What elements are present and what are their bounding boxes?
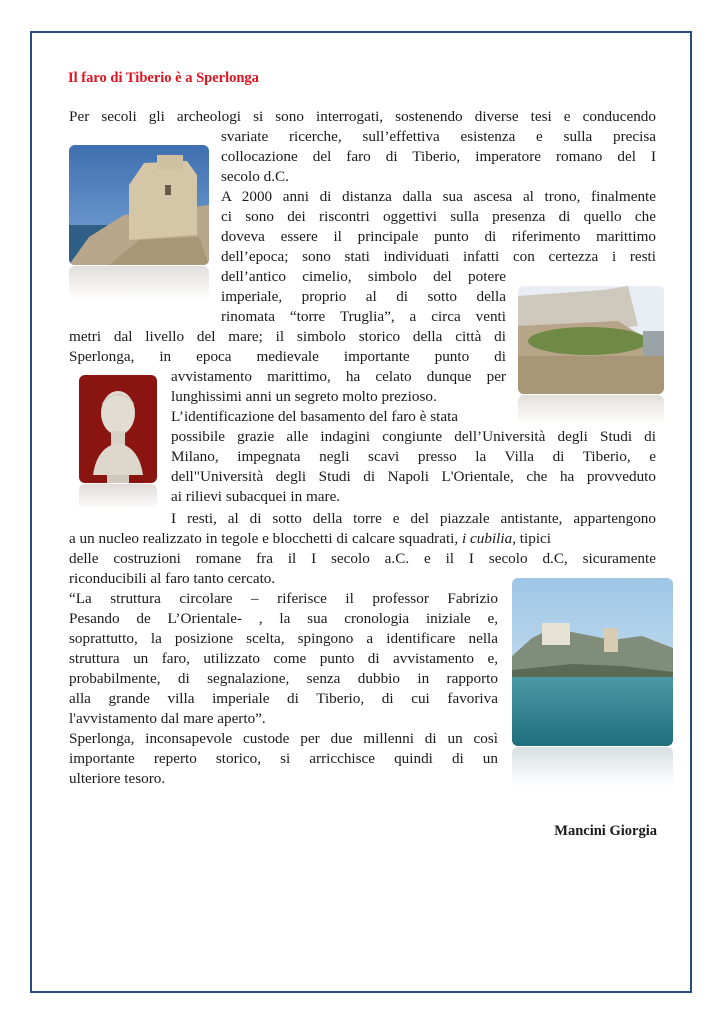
text-line: Pesando de L’Orientale- , la sua cronologia iniziale e, — [69, 610, 498, 627]
text-line: riconducibili al faro tanto cercato. — [69, 570, 276, 587]
text-line: dell"Università degli Studi di Napoli L'Orientale, che ha provveduto — [171, 468, 656, 485]
text-line: lunghissimi anni un segreto molto prezioso. — [171, 388, 437, 405]
text-line: Milano, impegnata negli scavi presso la Villa di Tiberio, e — [171, 448, 656, 465]
text-line: “La struttura circolare – riferisce il professor Fabrizio — [69, 590, 498, 607]
text-line: alla grande villa imperiale di Tiberio, di cui favoriva — [69, 690, 498, 707]
text-line: ci sono dei riscontri oggettivi sulla presenza di quello che — [221, 208, 656, 225]
text-line: rinomata “torre Truglia”, a circa venti — [221, 308, 506, 325]
text-line: avvistamento marittimo, ha celato dunque per — [171, 368, 506, 385]
text-line: secolo d.C. — [221, 168, 289, 185]
bust-photo-reflection — [79, 484, 157, 510]
text-line: Sperlonga, in epoca medievale importante punto di — [69, 348, 506, 365]
tower-photo — [69, 145, 209, 265]
text-line: importante reperto storico, si arricchisce quindi di un — [69, 750, 498, 767]
ruins-photo-reflection — [518, 395, 664, 425]
text-line: metri dal livello del mare; il simbolo storico della città di — [69, 328, 506, 345]
text-line: I resti, al di sotto della torre e del piazzale antistante, appartengono — [171, 510, 656, 527]
text-line: possibile grazie alle indagini congiunte dell’Università degli Studi di — [171, 428, 656, 445]
text-span: , tipici — [512, 530, 552, 547]
text-line: svariate ricerche, sull’effettiva esistenza e sulla precisa — [221, 128, 656, 145]
text-line: ai rilievi subacquei in mare. — [171, 488, 341, 505]
text-line: doveva essere il principale punto di riferimento marittimo — [221, 228, 656, 245]
ruins-photo — [518, 286, 664, 394]
text-line: imperiale, proprio al di sotto della — [221, 288, 506, 305]
text-line: dell’antico cimelio, simbolo del potere — [221, 268, 506, 285]
coast-photo — [512, 578, 673, 746]
coast-photo-reflection — [512, 747, 673, 787]
text-line: Sperlonga, inconsapevole custode per due millenni di un così — [69, 730, 498, 747]
author-signature: Mancini Giorgia — [554, 823, 657, 839]
text-span: a un nucleo realizzato in tegole e blocchetti di calcare squadrati, — [69, 530, 462, 547]
text-line — [69, 529, 656, 549]
article-title: Il faro di Tiberio è a Sperlonga — [68, 70, 259, 86]
text-line: probabilmente, di segnalazione, senza dubbio in rapporto — [69, 670, 498, 687]
text-line: soprattutto, la posizione scelta, spingono a identificare nella — [69, 630, 498, 647]
text-line: collocazione del faro di Tiberio, imperatore romano del I — [221, 148, 656, 165]
text-line: l'avvistamento dal mare aperto”. — [69, 710, 266, 727]
text-line: A 2000 anni di distanza dalla sua ascesa al trono, finalmente — [221, 188, 656, 205]
text-line: struttura un faro, utilizzato come punto di avvistamento e, — [69, 650, 498, 667]
bust-photo — [79, 375, 157, 483]
text-line: delle costruzioni romane fra il I secolo a.C. e il I secolo d.C, sicuramente — [69, 550, 656, 567]
tower-photo-reflection — [69, 266, 209, 300]
text-line: Per secoli gli archeologi si sono interrogati, sostenendo diverse tesi e conducendo — [69, 108, 656, 125]
italic-term: i cubilia — [462, 530, 513, 547]
text-line: dell’epoca; sono stati individuati infatti con certezza i resti — [221, 248, 656, 265]
text-line: ulteriore tesoro. — [69, 770, 166, 787]
text-line: L’identificazione del basamento del faro è stata — [171, 408, 459, 425]
